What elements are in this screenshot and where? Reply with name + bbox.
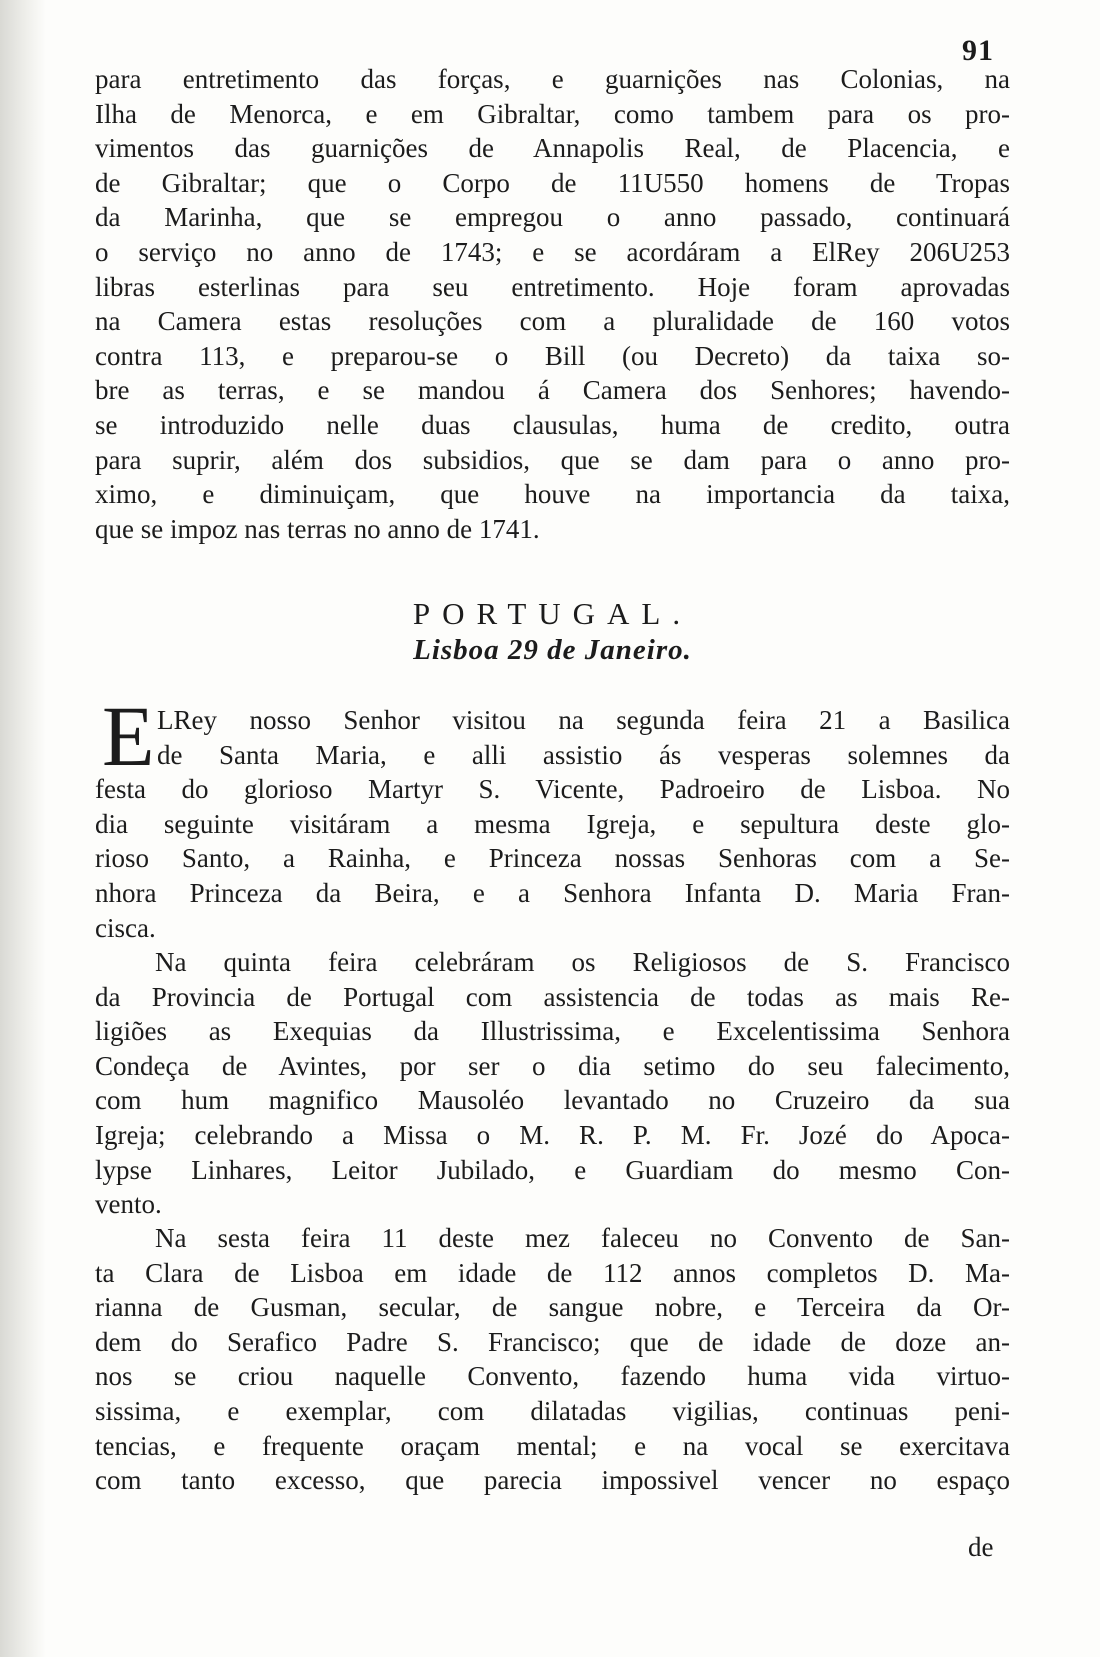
text-line: vimentos das guarnições de Annapolis Real, de Placencia, e [95, 133, 1010, 164]
text-line: contra 113, e preparou-se o Bill (ou Decreto) da taixa so- [95, 340, 1010, 371]
text-line: rioso Santo, a Rainha, e Princeza nossas Senhoras com a Se- [95, 843, 1010, 874]
paragraph-exequias [95, 945, 1010, 1222]
text-line: dia seguinte visitáram a mesma Igreja, e sepultura deste glo- [95, 808, 1010, 839]
text-line: da Provincia de Portugal com assistencia de todas as mais Re- [95, 981, 1010, 1012]
page-number: 91 [962, 34, 994, 67]
paragraph-obituary [95, 1221, 1010, 1498]
text-line: ximo, e diminuiçam, que houve na importancia da taixa, [95, 479, 1010, 510]
text-line: com tanto excesso, que parecia impossivel vencer no espaço [95, 1465, 1010, 1496]
text-line: o serviço no anno de 1743; e se acordáram a ElRey 206U253 [95, 236, 1010, 267]
text-line: rianna de Gusman, secular, de sangue nobre, e Terceira da Or- [95, 1292, 1010, 1323]
text-line: da Marinha, que se empregou o anno passado, continuará [95, 202, 1010, 233]
binding-shadow [0, 0, 46, 1657]
text-line: de Gibraltar; que o Corpo de 11U550 homens de Tropas [95, 167, 1010, 198]
text-line: na Camera estas resoluções com a pluralidade de 160 votos [95, 306, 1010, 337]
text-line: para entretimento das forças, e guarnições nas Colonias, na [95, 64, 1010, 94]
text-line: de Santa Maria, e alli assistio ás vesperas solemnes da [157, 739, 1010, 770]
text-line: cisca. [95, 912, 156, 943]
text-line: Ilha de Menorca, e em Gibraltar, como tambem para os pro- [95, 98, 1010, 129]
text-line: se introduzido nelle duas clausulas, huma de credito, outra [95, 409, 1010, 440]
drop-cap: E [102, 688, 155, 784]
text-line: ligiões as Exequias da Illustrissima, e Excelentissima Senhora [95, 1016, 1010, 1047]
text-line: com hum magnifico Mausoléo levantado no Cruzeiro da sua [95, 1085, 1010, 1116]
text-line: que se impoz nas terras no anno de 1741. [95, 513, 540, 544]
text-line: para suprir, além dos subsidios, que se dam para o anno pro- [95, 444, 1010, 475]
text-line: lypse Linhares, Leitor Jubilado, e Guardiam do mesmo Con- [95, 1154, 1010, 1185]
text-line: Igreja; celebrando a Missa o M. R. P. M. Fr. Jozé do Apoca- [95, 1119, 1010, 1150]
catchword: de [968, 1532, 994, 1562]
dateline: Lisboa 29 de Janeiro. [413, 634, 692, 666]
paragraph-england-parliament [95, 62, 1010, 546]
text-line: Na quinta feira celebráram os Religiosos de S. Francisco [155, 947, 1010, 977]
text-line: dem do Serafico Padre S. Francisco; que de idade de doze an- [95, 1326, 1010, 1357]
text-line: festa do glorioso Martyr S. Vicente, Padroeiro de Lisboa. No [95, 774, 1010, 805]
section-heading: PORTUGAL. [412, 596, 693, 631]
text-line: ta Clara de Lisboa em idade de 112 annos completos D. Ma- [95, 1257, 1010, 1288]
text-line: libras esterlinas para seu entretimento. Hoje foram aprovadas [95, 271, 1010, 302]
text-line: bre as terras, e se mandou á Camera dos Senhores; havendo- [95, 375, 1010, 406]
paragraph-king-visit [95, 703, 1010, 945]
text-line: nos se criou naquelle Convento, fazendo huma vida virtuo- [95, 1361, 1010, 1392]
text-line: vento. [95, 1189, 162, 1220]
text-line: LRey nosso Senhor visitou na segunda feira 21 a Basilica [157, 705, 1010, 735]
text-line: Na sesta feira 11 deste mez faleceu no Convento de San- [155, 1223, 1010, 1253]
text-line: nhora Princeza da Beira, e a Senhora Infanta D. Maria Fran- [95, 877, 1010, 908]
text-line: tencias, e frequente oraçam mental; e na vocal se exercitava [95, 1430, 1010, 1461]
text-line: Condeça de Avintes, por ser o dia setimo do seu falecimento, [95, 1050, 1010, 1081]
text-line: sissima, e exemplar, com dilatadas vigilias, continuas peni- [95, 1395, 1010, 1426]
